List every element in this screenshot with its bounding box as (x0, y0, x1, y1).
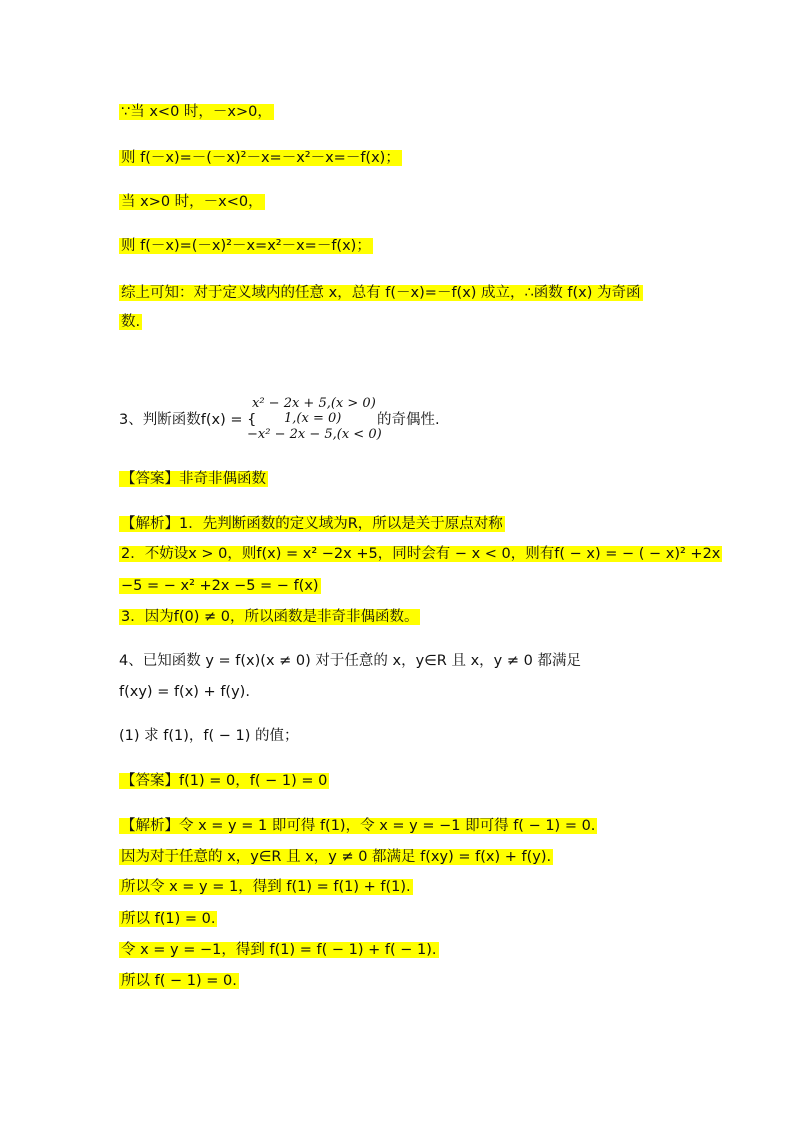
piecewise-function-problem (119, 396, 679, 444)
analysis-4-line-4: 所以 f(1) = 0. (121, 911, 216, 927)
analysis-3-line-3: −5 = − x² +2x −5 = − f(x) (121, 578, 319, 594)
piecewise-case-zero: 1,(x = 0) (284, 411, 342, 426)
proof-line-2: 则 f(－x)=－(－x)²－x=－x²－x=－f(x)； (121, 150, 400, 166)
proof-line-4: 则 f(－x)=(－x)²－x=x²－x=－f(x)； (121, 238, 371, 254)
analysis-4-line-1: 【解析】令 x = y = 1 即可得 f(1)，令 x = y = −1 即可得 f( − 1) = 0. (121, 818, 596, 834)
analysis-3-line-1: 【解析】1．先判断函数的定义域为R，所以是关于原点对称 (121, 516, 503, 532)
problem-4-line-1: 4、已知函数 y = f(x)(x ≠ 0) 对于任意的 x，y∈R 且 x，y ≠ 0 都满足 (119, 653, 581, 669)
proof-conclusion-line-1: 综上可知：对于定义域内的任意 x，总有 f(－x)=－f(x) 成立，∴函数 f(x) 为奇函 (121, 285, 641, 301)
analysis-3-line-2: 2．不妨设x > 0，则f(x) = x² −2x +5，同时会有 − x < 0，则有f( − x) = − ( − x)² +2x (121, 546, 721, 562)
analysis-3-line-4: 3．因为f(0) ≠ 0，所以函数是非奇非偶函数。 (121, 609, 419, 625)
analysis-4-line-3: 所以令 x = y = 1，得到 f(1) = f(1) + f(1). (121, 879, 411, 895)
analysis-4-line-5: 令 x = y = −1，得到 f(1) = f( − 1) + f( − 1). (121, 942, 437, 958)
analysis-4-line-2: 因为对于任意的 x，y∈R 且 x，y ≠ 0 都满足 f(xy) = f(x) + f(y). (121, 849, 552, 865)
piecewise-case-negative: −x² − 2x − 5,(x < 0) (247, 427, 382, 442)
answer-4: 【答案】f(1) = 0，f( − 1) = 0 (121, 773, 328, 789)
proof-line-3: 当 x>0 时，－x<0， (121, 194, 263, 210)
piecewise-case-positive: x² − 2x + 5,(x > 0) (252, 396, 376, 411)
problem-4-line-2: f(xy) = f(x) + f(y). (119, 684, 250, 700)
answer-3: 【答案】非奇非偶函数 (121, 471, 266, 487)
analysis-4-line-6: 所以 f( − 1) = 0. (121, 973, 237, 989)
problem-3-label: 3、判断函数f(x) = { (119, 412, 257, 428)
problem-3-tail: 的奇偶性. (377, 412, 440, 428)
proof-conclusion-line-2: 数. (121, 314, 141, 330)
proof-line-1: ∵当 x<0 时，－x>0， (121, 104, 272, 120)
problem-4-line-3: (1) 求 f(1)，f( − 1) 的值； (119, 728, 299, 744)
